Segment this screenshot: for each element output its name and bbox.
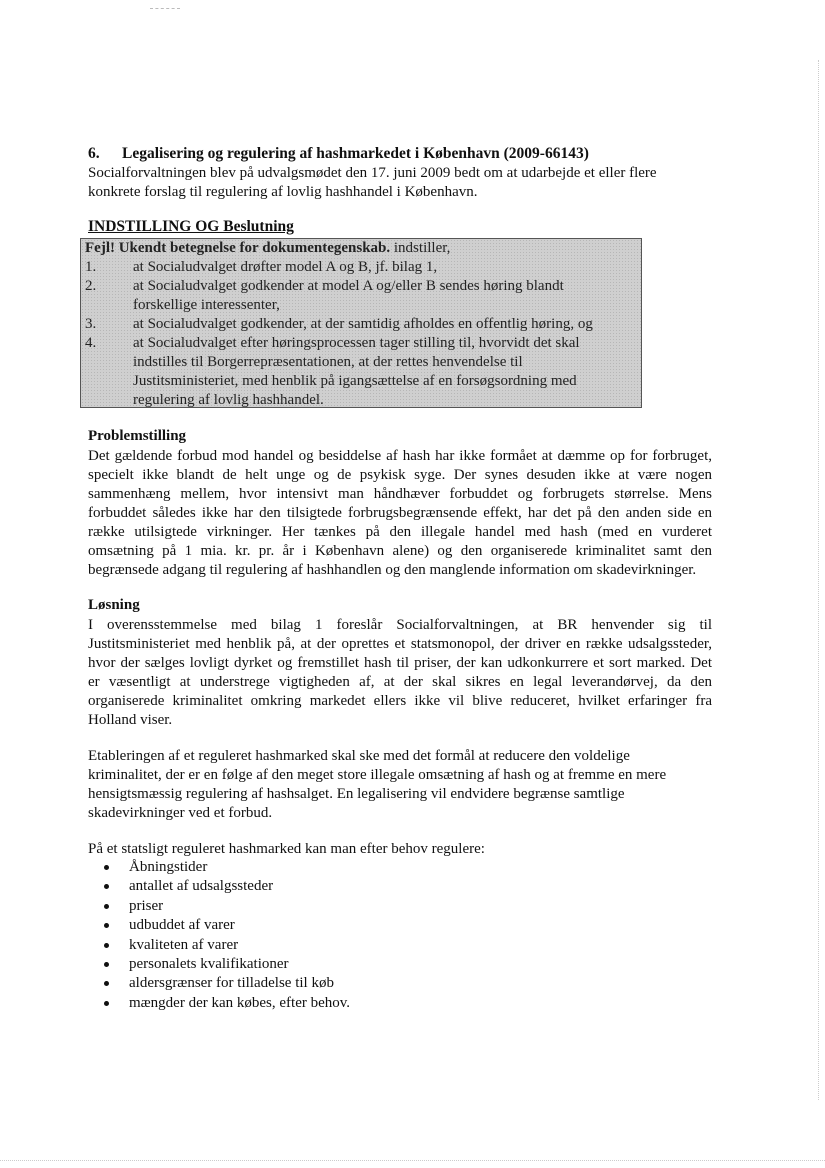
- list-item: [104, 897, 350, 916]
- item-line: Justitsministeriet, med henblik på igangsættelse af en forsøgsordning med: [133, 373, 577, 389]
- bullet-icon: [104, 865, 109, 870]
- paragraph-line: er væsentligt at understrege vigtigheden af, at der skal sikres en legal leverandørvej, da den: [88, 674, 712, 690]
- list-item: [104, 955, 350, 974]
- paragraph-line: begrænsede adgang til regulering af hashhandlen og den manglende information om skadevirkninger.: [88, 562, 697, 578]
- intro-line: konkrete forslag til regulering af lovlig hashhandel i København.: [88, 184, 478, 200]
- section-heading: [88, 145, 589, 163]
- paragraph-line: skadevirkninger ved et forbud.: [88, 805, 273, 821]
- intro-line: Socialforvaltningen blev på udvalgsmødet den 17. juni 2009 bedt om at udarbejde et eller flere: [88, 165, 657, 181]
- paragraph-line: organiserede kriminalitet omkring markedet ellers ikke vil blive reduceret, hvilket erfaringer fra: [88, 693, 712, 709]
- item-line: at Socialudvalget godkender at model A og/eller B sendes høring blandt: [133, 278, 564, 294]
- error-field-text: Fejl! Ukendt betegnelse for dokumentegenskab.: [85, 240, 391, 256]
- paragraph-line: sammenhæng mellem, hvor intensivt man håndhæver forbuddet og forbrugets størrelse. Mens: [88, 486, 712, 502]
- paragraph-line: omsætning på 1 mia. kr. pr. år i København alene) og den organiserede kriminalitet samt den: [88, 543, 712, 559]
- list-item: [104, 936, 350, 955]
- error-field-line: [85, 240, 450, 257]
- paragraph-line: hvor der sælges lovligt dyrket og fremstillet hash til priser, der kan udkonkurrere et sort marked. Det: [88, 655, 712, 671]
- bullet-icon: [104, 962, 109, 967]
- scan-artifact: [150, 8, 180, 10]
- list-item-text: kvaliteten af varer: [129, 936, 239, 953]
- paragraph-line: Holland viser.: [88, 712, 173, 728]
- indstilling-heading: INDSTILLING OG Beslutning: [88, 218, 294, 235]
- bullet-icon: [104, 1001, 109, 1006]
- paragraph-line: specielt ikke blandt de helt unge og de psykisk syge. Der synes desuden ikke at være nogen: [88, 467, 712, 483]
- paragraph-line: Det gældende forbud mod handel og besiddelse af hash har ikke formået at dæmme op for forbruget,: [88, 448, 712, 464]
- problemstilling-heading: Problemstilling: [88, 428, 187, 444]
- regulering-intro: På et statsligt reguleret hashmarked kan man efter behov regulere:: [88, 841, 485, 857]
- list-item: [104, 877, 350, 896]
- paragraph-line: hensigtsmæssig regulering af hashsalget. En legalisering vil endvidere begrænse samtlige: [88, 786, 625, 802]
- item-line: at Socialudvalget drøfter model A og B, jf. bilag 1,: [133, 259, 438, 275]
- paragraph-line: kriminalitet, der er en følge af den meget store illegale omsætning af hash og at fremme en mere: [88, 767, 667, 783]
- paragraph-line: forbuddet således ikke har den tilsigtede forbrugsbegrænsende effekt, har det på den anden side en: [88, 505, 712, 521]
- paragraph-line: I overensstemmelse med bilag 1 foreslår Socialforvaltningen, at BR henvender sig til: [88, 617, 712, 633]
- list-item-text: antallet af udsalgssteder: [129, 878, 274, 895]
- item-number: 4.: [85, 335, 97, 351]
- list-item-text: personalets kvalifikationer: [129, 955, 289, 972]
- item-number: 3.: [85, 316, 97, 332]
- item-line: indstilles til Borgerrepræsentationen, at der rettes henvendelse til: [133, 354, 523, 370]
- paragraph-line: Justitsministeriet med henblik på, at der oprettes et statsmonopol, der driver en række udsalgssteder,: [88, 636, 712, 652]
- list-item-text: aldersgrænser for tilladelse til køb: [129, 975, 334, 992]
- section-title: Legalisering og regulering af hashmarkedet i København (2009-66143): [122, 145, 589, 162]
- bullet-icon: [104, 923, 109, 928]
- list-item-text: mængder der kan købes, efter behov.: [129, 994, 351, 1011]
- item-line: forskellige interessenter,: [133, 297, 280, 313]
- item-line: at Socialudvalget efter høringsprocessen tager stilling til, hvorvidt det skal: [133, 335, 580, 351]
- list-item: [104, 974, 350, 993]
- indstilling-box: [80, 238, 642, 408]
- error-field-suffix: indstiller,: [390, 240, 451, 256]
- scan-artifact: [0, 1160, 825, 1162]
- section-number: 6.: [88, 145, 100, 162]
- bullet-icon: [104, 904, 109, 909]
- item-line: at Socialudvalget godkender, at der samtidig afholdes en offentlig høring, og: [133, 316, 593, 332]
- regulering-list: [104, 858, 350, 1013]
- list-item-text: priser: [129, 897, 164, 914]
- scan-artifact: [818, 60, 820, 1100]
- bullet-icon: [104, 884, 109, 889]
- losning-heading: Løsning: [88, 597, 140, 613]
- list-item-text: udbuddet af varer: [129, 917, 235, 934]
- paragraph-line: række utilsigtede virkninger. Her tænkes på den illegale handel med hash (med en vurderet: [88, 524, 712, 540]
- paragraph-line: Etableringen af et reguleret hashmarked skal ske med det formål at reducere den voldelige: [88, 748, 630, 764]
- list-item-text: Åbningstider: [129, 859, 208, 875]
- list-item: [104, 994, 350, 1013]
- item-number: 2.: [85, 278, 97, 294]
- bullet-icon: [104, 981, 109, 986]
- list-item: [104, 916, 350, 935]
- bullet-icon: [104, 943, 109, 948]
- list-item: [104, 858, 350, 877]
- item-line: regulering af lovlig hashhandel.: [133, 392, 324, 408]
- item-number: 1.: [85, 259, 97, 275]
